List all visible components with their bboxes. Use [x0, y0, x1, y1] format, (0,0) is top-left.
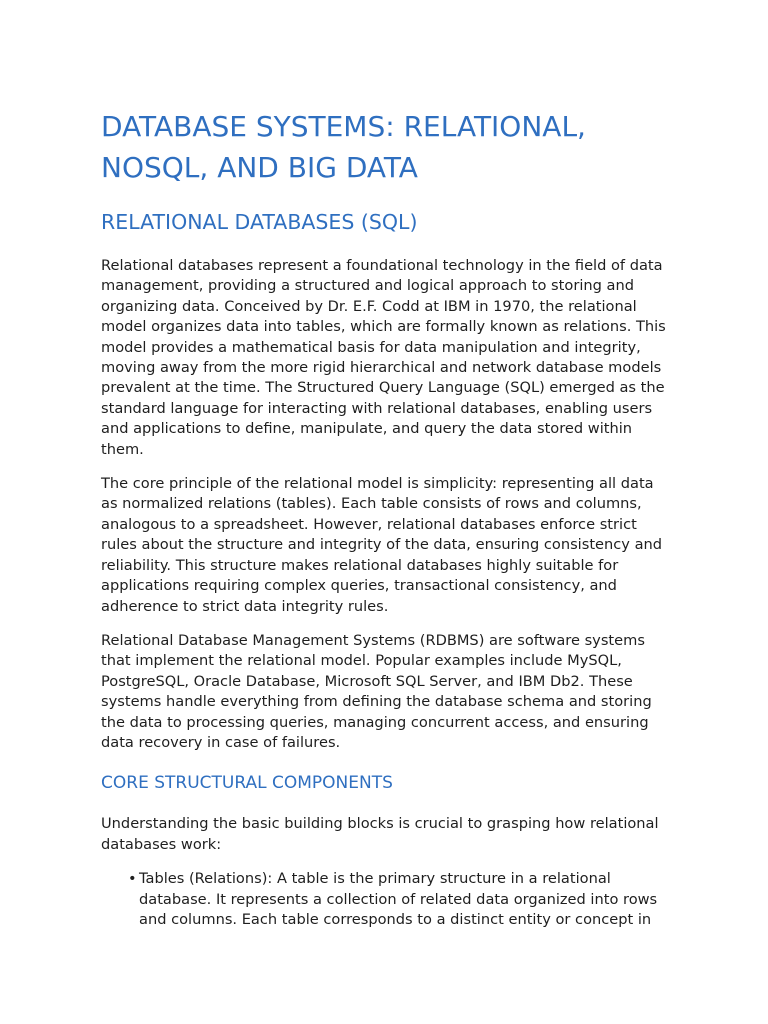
section-heading: RELATIONAL DATABASES (SQL) — [101, 210, 418, 234]
paragraph-1: Relational databases represent a foundational technology in the field of data management, providing a structured and logical approach to storing and organizing data. Conceived by Dr. E.F. Codd at IBM in 1970, the relational model organizes data into tables, which are formally known as relations. This model provides a mathematical basis for data manipulation and integrity, moving away from the more rigid hierarchical and network database models prevalent at the time. The Structured Query Language (SQL) emerged as the standard language for interacting with relational databases, enabling users and applications to define, manipulate, and query the data stored within them. — [101, 257, 666, 458]
document-title: DATABASE SYSTEMS: RELATIONAL, NOSQL, AND BIG DATA — [101, 110, 586, 184]
subsection-heading: CORE STRUCTURAL COMPONENTS — [101, 773, 393, 794]
paragraph-2: The core principle of the relational model is simplicity: representing all data as normalized relations (tables). Each table consists of rows and columns, analogous to a spreadsheet. However, relational databases enforce strict rules about the structure and integrity of the data, ensuring consistency and reliability. This structure makes relational databases highly suitable for applications requiring complex queries, transactional consistency, and adherence to strict data integrity rules. — [101, 475, 663, 615]
bullet-marker: • — [128, 870, 137, 888]
document-page — [101, 106, 671, 930]
component-list — [101, 869, 671, 930]
paragraph-3: Relational Database Management Systems (RDBMS) are software systems that implement the relational model. Popular examples include MySQL, PostgreSQL, Oracle Database, Microsoft SQL Server, and IBM Db2. These systems handle everything from defining the database schema and storing the data to processing queries, managing concurrent access, and ensuring data recovery in case of failures. — [101, 631, 652, 751]
intro-paragraph: Understanding the basic building blocks is crucial to grasping how relational databases work: — [101, 815, 659, 853]
list-item — [128, 869, 671, 930]
list-item-text: A table is the primary structure in a relational database. It represents a collection of related data organized into rows and columns. Each table corresponds to a distinct entity or concept in — [139, 870, 658, 928]
list-item-term: Tables (Relations): — [139, 870, 273, 888]
